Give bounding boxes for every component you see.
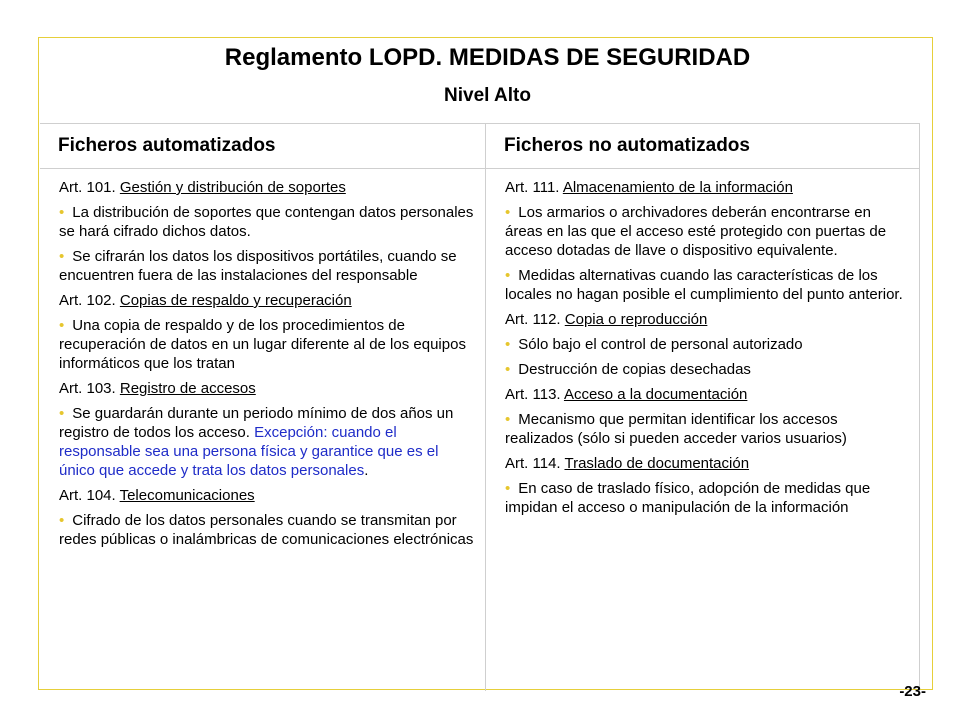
column-body-non-automated — [486, 169, 919, 517]
bullet-text: Se cifrarán los datos los dispositivos portátiles, cuando se encuentren fuera de las instalaciones del responsable — [59, 248, 457, 284]
bullet-text: En caso de traslado físico, adopción de medidas que impidan el acceso o manipulación de la información — [505, 480, 871, 516]
article-heading — [505, 310, 909, 329]
column-non-automated — [486, 124, 920, 691]
bullet-text: Sólo bajo el control de personal autorizado — [518, 336, 803, 353]
bullet-text: La distribución de soportes que contengan datos personales se hará cifrado dichos datos. — [59, 204, 474, 240]
column-header-non-automated: Ficheros no automatizados — [486, 124, 919, 169]
article-title: Acceso a la documentación — [563, 386, 748, 403]
bullet-text: Destrucción de copias desechadas — [518, 361, 751, 378]
article-title: Telecomunicaciones — [119, 487, 255, 504]
bullet-text: Medidas alternativas cuando las características de los locales no hagan posible el cumplimiento del punto anterior. — [505, 267, 903, 303]
bullet-icon: • — [505, 204, 511, 221]
article-heading — [505, 454, 909, 473]
bullet-item — [59, 511, 475, 549]
bullet-item — [505, 410, 909, 448]
article-title: Almacenamiento de la información — [562, 179, 793, 196]
exception-note: Excepción: cuando el responsable sea una persona física y garantice que es el único que accede y trata los datos personales — [59, 424, 439, 479]
slide-subtitle: Nivel Alto — [444, 85, 531, 106]
bullet-icon: • — [505, 480, 511, 497]
bullet-icon: • — [59, 317, 65, 334]
bullet-item — [59, 316, 475, 373]
exception-note-end: . — [364, 462, 369, 479]
bullet-text: Se guardarán durante un periodo mínimo de dos años un registro de todos los acceso. — [59, 405, 454, 441]
bullet-icon: • — [59, 405, 65, 422]
article-number: Art. 112. — [505, 311, 565, 328]
article-title: Traslado de documentación — [564, 455, 750, 472]
article-heading — [505, 385, 909, 404]
bullet-item — [505, 203, 909, 260]
bullet-text: Los armarios o archivadores deberán encontrarse en áreas en las que el acceso esté protegido con puertas de acceso dotadas de llave o dispositivo equivalente. — [505, 204, 887, 259]
article-number: Art. 101. — [59, 179, 120, 196]
bullet-item — [59, 247, 475, 285]
bullet-icon: • — [505, 411, 511, 428]
bullet-item — [505, 266, 909, 304]
page-number: -23- — [899, 683, 926, 700]
article-number: Art. 113. — [505, 386, 564, 403]
article-title: Gestión y distribución de soportes — [119, 179, 346, 196]
column-automated — [40, 124, 486, 691]
column-header-automated: Ficheros automatizados — [40, 124, 485, 169]
column-body-automated — [40, 169, 485, 549]
article-heading — [59, 291, 475, 310]
bullet-icon: • — [505, 361, 511, 378]
bullet-item — [505, 479, 909, 517]
article-heading — [505, 178, 909, 197]
bullet-item — [59, 203, 475, 241]
article-number: Art. 103. — [59, 380, 120, 397]
article-title: Copias de respaldo y recuperación — [119, 292, 352, 309]
measures-table — [40, 123, 920, 691]
bullet-icon: • — [505, 267, 511, 284]
bullet-text: Cifrado de los datos personales cuando se transmitan por redes públicas o inalámbricas de comunicaciones electrónicas — [59, 512, 474, 548]
article-number: Art. 114. — [505, 455, 565, 472]
article-heading — [59, 379, 475, 398]
bullet-icon: • — [59, 512, 65, 529]
bullet-icon: • — [59, 248, 65, 265]
article-title: Registro de accesos — [119, 380, 256, 397]
bullet-text: Una copia de respaldo y de los procedimientos de recuperación de datos en un lugar diferente al de los equipos informáticos que los tratan — [59, 317, 466, 372]
bullet-icon: • — [505, 336, 511, 353]
article-title: Copia o reproducción — [564, 311, 708, 328]
article-number: Art. 102. — [59, 292, 120, 309]
article-heading — [59, 486, 475, 505]
article-heading — [59, 178, 475, 197]
article-number: Art. 111. — [505, 179, 563, 196]
article-number: Art. 104. — [59, 487, 120, 504]
bullet-text: Mecanismo que permitan identificar los accesos realizados (sólo si pueden acceder varios usuarios) — [505, 411, 847, 447]
bullet-item — [505, 360, 909, 379]
slide-title: Reglamento LOPD. MEDIDAS DE SEGURIDAD — [224, 44, 751, 71]
bullet-icon: • — [59, 204, 65, 221]
bullet-item — [59, 404, 475, 480]
bullet-item — [505, 335, 909, 354]
